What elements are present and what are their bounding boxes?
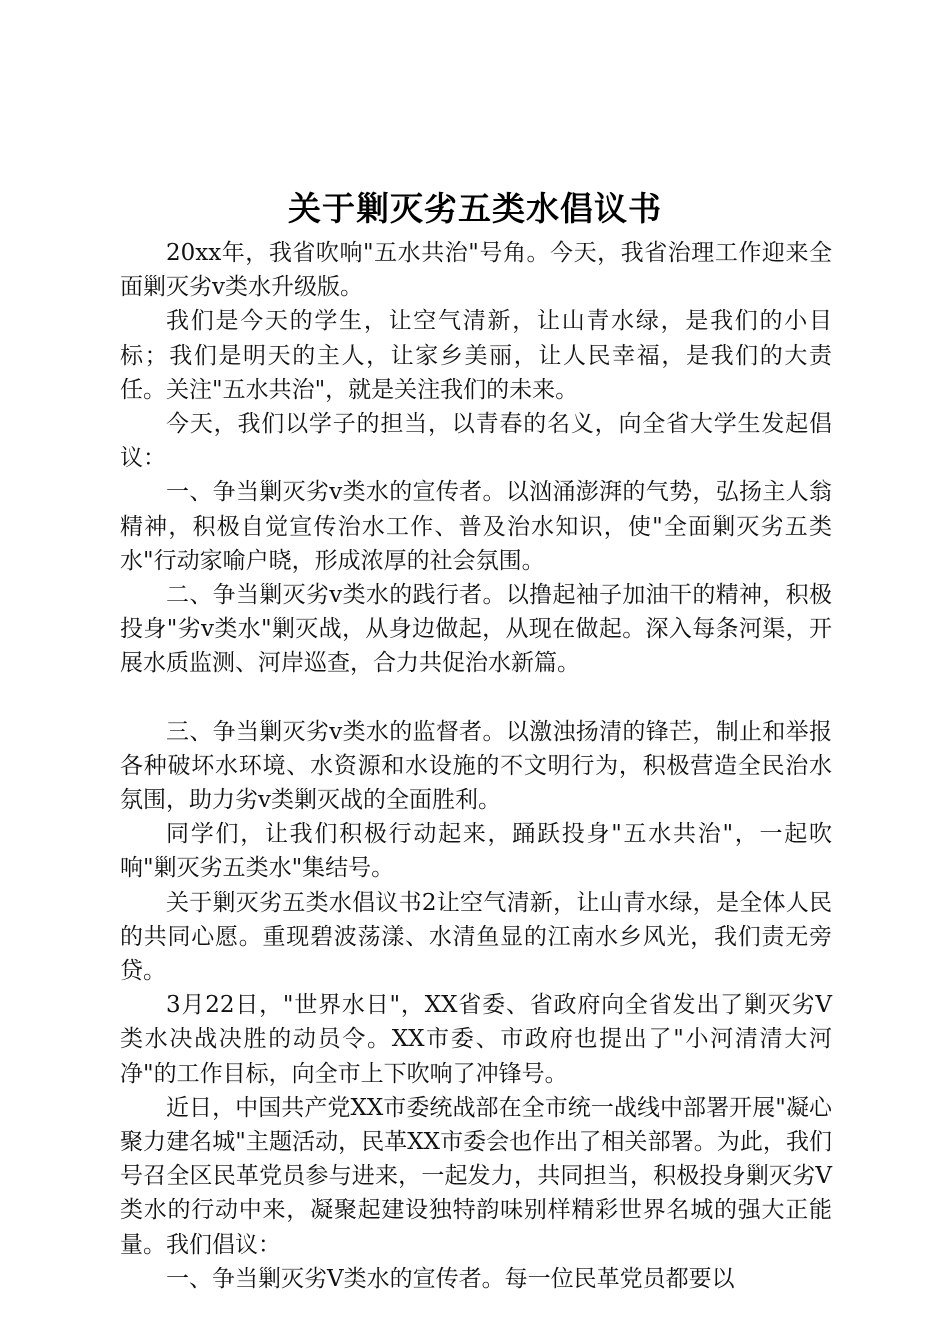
paragraph: 我们是今天的学生，让空气清新，让山青水绿，是我们的小目标；我们是明天的主人，让家乡美丽，让人民幸福，是我们的大责任。关注"五水共治"，就是关注我们的未来。	[120, 308, 832, 403]
paragraph: 同学们，让我们积极行动起来，踊跃投身"五水共治"，一起吹响"剿灭劣五类水"集结号。	[120, 821, 832, 882]
paragraph: 三、争当剿灭劣v类水的监督者。以激浊扬清的锋芒，制止和举报各种破坏水环境、水资源和水设施的不文明行为，积极营造全民治水氛围，助力劣v类剿灭战的全面胜利。	[120, 718, 832, 814]
document-body	[120, 236, 832, 1296]
paragraph: 一、争当剿灭劣Ⅴ类水的宣传者。每一位民革党员都要以	[166, 1265, 735, 1292]
paragraph: 一、争当剿灭劣v类水的宣传者。以汹涌澎湃的气势，弘扬主人翁精神，积极自觉宣传治水工作、普及治水知识，使"全面剿灭劣五类水"行动家喻户晓，形成浓厚的社会氛围。	[120, 479, 832, 574]
paragraph: 3月22日，"世界水日"，XX省委、省政府向全省发出了剿灭劣Ⅴ类水决战决胜的动员令。XX市委、市政府也提出了"小河清清大河净"的工作目标，向全市上下吹响了冲锋号。	[120, 992, 832, 1087]
paragraph: 今天，我们以学子的担当，以青春的名义，向全省大学生发起倡议：	[120, 411, 832, 472]
document-title: 关于剿灭劣五类水倡议书	[288, 189, 662, 228]
paragraph: 近日，中国共产党XX市委统战部在全市统一战线中部署开展"凝心聚力建名城"主题活动，民革XX市委会也作出了相关部署。为此，我们号召全区民革党员参与进来，一起发力，共同担当，积极投身剿灭劣Ⅴ类水的行动中来，凝聚起建设独特韵味别样精彩世界名城的强大正能量。我们倡议：	[120, 1094, 832, 1258]
paragraph: 二、争当剿灭劣v类水的践行者。以撸起袖子加油干的精神，积极投身"劣v类水"剿灭战，从身边做起，从现在做起。深入每条河渠，开展水质监测、河岸巡查，合力共促治水新篇。	[120, 582, 832, 677]
paragraph: 20xx年，我省吹响"五水共治"号角。今天，我省治理工作迎来全面剿灭劣v类水升级版。	[120, 240, 832, 301]
paragraph: 关于剿灭劣五类水倡议书2让空气清新，让山青水绿，是全体人民的共同心愿。重现碧波荡漾、水清鱼显的江南水乡风光，我们责无旁贷。	[120, 889, 832, 985]
